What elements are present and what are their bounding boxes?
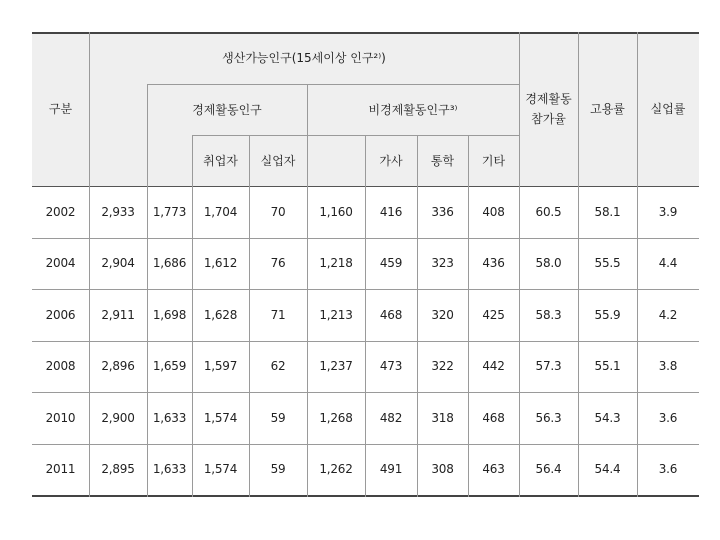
cell-employment: 55.5 <box>594 256 621 271</box>
cell-employment: 54.3 <box>594 410 621 425</box>
cell-year: 2006 <box>45 307 76 322</box>
cell-participation: 57.3 <box>535 359 562 374</box>
cell-employed: 1,574 <box>203 410 238 425</box>
header-other: 기타 <box>481 153 506 168</box>
cell-unemployment: 3.6 <box>658 410 678 425</box>
cell-housework: 482 <box>379 410 403 425</box>
cell-housework: 473 <box>379 359 403 374</box>
cell-pop: 2,933 <box>101 204 135 219</box>
header-participation-rate: 경제활동 참가율 <box>525 92 572 126</box>
cell-employed: 1,597 <box>203 359 238 374</box>
cell-participation: 60.5 <box>535 204 562 219</box>
cell-active: 1,686 <box>152 256 187 271</box>
cell-year: 2004 <box>45 256 76 271</box>
cell-unemployed: 59 <box>270 462 286 477</box>
cell-housework: 459 <box>379 256 403 271</box>
cell-inactive: 1,160 <box>319 204 353 219</box>
cell-inactive: 1,237 <box>319 359 353 374</box>
cell-year: 2010 <box>45 410 76 425</box>
cell-employed: 1,704 <box>203 204 238 219</box>
cell-year: 2008 <box>45 359 76 374</box>
cell-school: 323 <box>431 256 454 271</box>
statistics-table <box>32 32 699 497</box>
cell-unemployment: 4.4 <box>658 256 678 271</box>
cell-pop: 2,904 <box>101 256 135 271</box>
header-school: 통학 <box>430 153 455 168</box>
cell-inactive: 1,218 <box>319 256 353 271</box>
cell-participation: 56.4 <box>535 462 562 477</box>
cell-active: 1,659 <box>152 359 187 374</box>
cell-unemployed: 71 <box>270 307 286 322</box>
header-gubun: 구분 <box>48 102 73 116</box>
cell-employed: 1,574 <box>203 462 238 477</box>
cell-year: 2011 <box>45 462 76 477</box>
cell-school: 318 <box>431 410 454 425</box>
cell-other: 463 <box>482 462 505 477</box>
cell-active: 1,698 <box>152 307 187 322</box>
cell-unemployed: 59 <box>270 410 286 425</box>
cell-employment: 54.4 <box>594 462 621 477</box>
cell-active: 1,633 <box>152 410 187 425</box>
cell-active: 1,773 <box>152 204 187 219</box>
cell-inactive: 1,268 <box>319 410 353 425</box>
header-employment-rate: 고용률 <box>590 102 625 116</box>
cell-pop: 2,895 <box>101 462 135 477</box>
header-economically-active: 경제활동인구 <box>192 102 262 117</box>
cell-school: 322 <box>431 359 454 374</box>
cell-employment: 55.1 <box>594 359 621 374</box>
cell-participation: 56.3 <box>535 410 562 425</box>
header-unemployment-rate: 실업률 <box>650 102 686 116</box>
cell-employed: 1,628 <box>203 307 238 322</box>
cell-inactive: 1,213 <box>319 307 353 322</box>
cell-other: 425 <box>482 307 505 322</box>
header-economically-inactive: 비경제활동인구³⁾ <box>368 102 458 117</box>
cell-housework: 468 <box>379 307 403 322</box>
header-housework: 가사 <box>379 153 403 168</box>
cell-employment: 58.1 <box>594 204 621 219</box>
cell-school: 308 <box>431 462 454 477</box>
cell-unemployed: 62 <box>270 359 286 374</box>
cell-school: 320 <box>431 307 454 322</box>
cell-other: 442 <box>482 359 505 374</box>
cell-employed: 1,612 <box>203 256 238 271</box>
cell-year: 2002 <box>45 204 76 219</box>
cell-unemployed: 70 <box>270 204 286 219</box>
cell-inactive: 1,262 <box>319 462 353 477</box>
cell-pop: 2,896 <box>101 359 135 374</box>
cell-pop: 2,911 <box>101 307 135 322</box>
cell-unemployment: 3.9 <box>658 204 678 219</box>
cell-active: 1,633 <box>152 462 187 477</box>
cell-unemployment: 3.6 <box>658 462 678 477</box>
cell-housework: 416 <box>379 204 403 219</box>
header-working-age-population: 생산가능인구(15세이상 인구²⁾) <box>222 51 386 65</box>
cell-unemployment: 4.2 <box>658 307 678 322</box>
cell-participation: 58.3 <box>535 307 562 322</box>
cell-employment: 55.9 <box>594 307 621 322</box>
cell-unemployment: 3.8 <box>658 359 678 374</box>
cell-school: 336 <box>431 204 454 219</box>
cell-participation: 58.0 <box>535 256 562 271</box>
cell-housework: 491 <box>379 462 403 477</box>
header-employed: 취업자 <box>203 153 238 168</box>
cell-unemployed: 76 <box>270 256 286 271</box>
cell-pop: 2,900 <box>101 410 135 425</box>
cell-other: 408 <box>482 204 505 219</box>
cell-other: 436 <box>482 256 505 271</box>
cell-other: 468 <box>482 410 505 425</box>
header-unemployed: 실업자 <box>260 153 296 168</box>
